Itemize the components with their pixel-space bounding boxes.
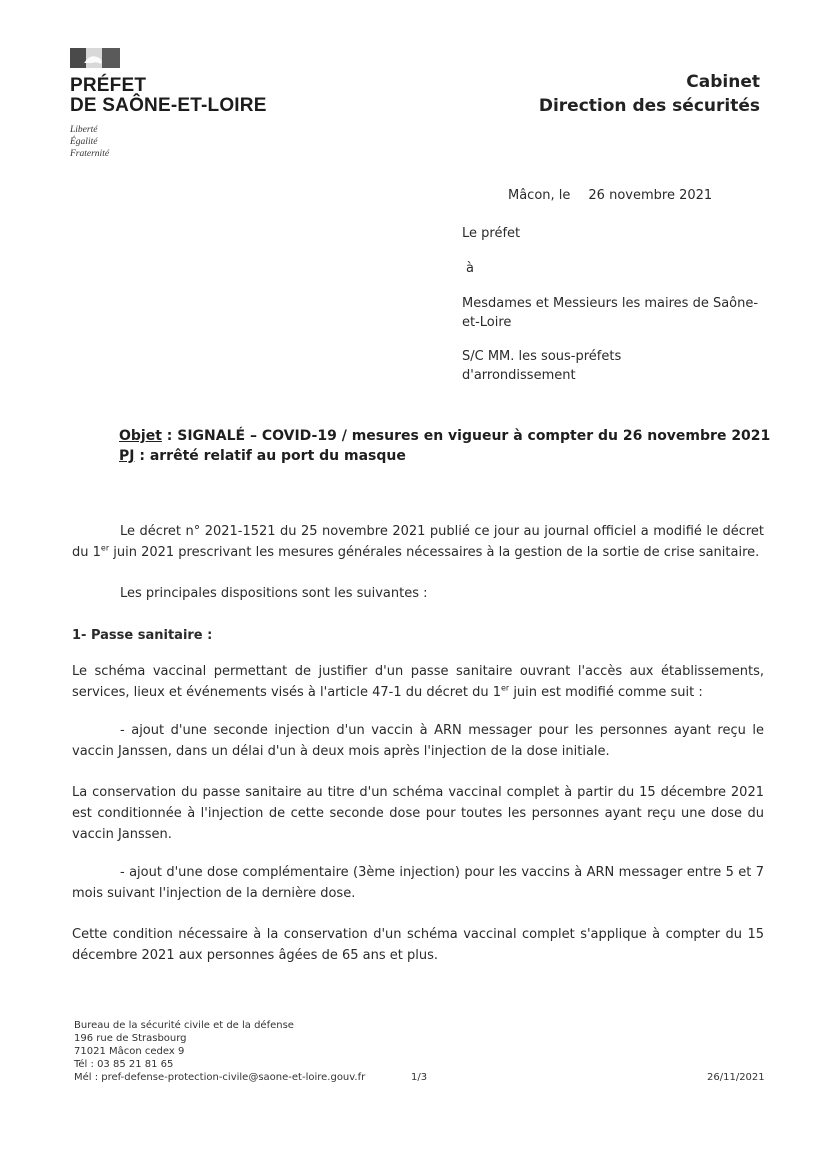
paragraph-decret-part-1: Le décret n° 2021-1521 du 25 novembre 2021 publié ce jour au journal officiel a modifié le décret du 1	[72, 524, 764, 560]
objet-block	[119, 426, 770, 466]
pj-line	[119, 446, 770, 466]
paragraph-schema-part-1: Le schéma vaccinal permettant de justifier d'un passe sanitaire ouvrant l'accès aux établissements, services, lieux et événements visés à l'article 47-1 du décret du 1	[72, 664, 764, 700]
paragraph-schema-sup: er	[500, 683, 510, 693]
date-value: 26 novembre 2021	[588, 188, 713, 203]
paragraph-condition-65-ans: Cette condition nécessaire à la conservation d'un schéma vaccinal complet s'applique à compter du 15 décembre 2021 aux personnes âgées de 65 ans et plus.	[72, 927, 764, 963]
page-number: 1/3	[411, 1072, 428, 1083]
objet-label: Objet	[119, 428, 162, 444]
devise-fraternite: Fraternité	[70, 149, 110, 159]
date-line	[508, 186, 712, 205]
cc-block	[462, 347, 621, 385]
service-line-direction: Direction des sécurités	[538, 96, 760, 116]
cc-line-1: S/C MM. les sous-préfets	[462, 349, 622, 364]
addressee-block	[462, 294, 758, 332]
footer-city: 71021 Mâcon cedex 9	[74, 1046, 185, 1057]
devise-egalite: Égalité	[70, 137, 98, 147]
objet-line	[119, 426, 770, 446]
paragraph-schema-vaccinal	[72, 661, 764, 703]
objet-text: : SIGNALÉ – COVID-19 / mesures en vigueur à compter du 26 novembre 2021	[161, 428, 771, 444]
footer-street: 196 rue de Strasbourg	[74, 1033, 187, 1044]
pj-text: : arrêté relatif au port du masque	[134, 448, 406, 464]
paragraph-janssen-injection: - ajout d'une seconde injection d'un vaccin à ARN messager pour les personnes ayant reçu le vaccin Janssen, dans un délai d'un à deux mois après l'injection de la dose initiale.	[72, 723, 764, 759]
devise-liberte: Liberté	[70, 125, 98, 135]
footer-bureau: Bureau de la sécurité civile et de la défense	[74, 1020, 294, 1031]
service-line-cabinet: Cabinet	[686, 72, 760, 92]
sender: Le préfet	[462, 226, 521, 241]
prefet-title-line-2: DE SAÔNE-ET-LOIRE	[70, 95, 267, 116]
paragraph-decret	[72, 521, 764, 563]
footer-phone: Tél : 03 85 21 81 65	[74, 1059, 174, 1070]
footer-email: Mél : pref-defense-protection-civile@saone-et-loire.gouv.fr	[74, 1072, 366, 1083]
prefet-title-line-1: PRÉFET	[70, 75, 147, 96]
addressee-line-1: Mesdames et Messieurs les maires de Saône-	[462, 296, 759, 311]
to-word: à	[466, 261, 474, 276]
paragraph-decret-part-2: juin 2021 prescrivant les mesures générales nécessaires à la gestion de la sortie de crise sanitaire.	[109, 545, 760, 560]
addressee-line-2: et-Loire	[462, 315, 512, 330]
marianne-flag-icon	[70, 48, 120, 68]
footer-address	[74, 1019, 365, 1084]
service-heading	[539, 70, 760, 118]
footer-date: 26/11/2021	[707, 1072, 765, 1083]
paragraph-dispositions: Les principales dispositions sont les suivantes :	[120, 586, 428, 601]
paragraph-dose-complementaire: - ajout d'une dose complémentaire (3ème injection) pour les vaccins à ARN messager entre 5 et 7 mois suivant l'injection de la dernière dose.	[72, 865, 764, 901]
prefecture-logo-block	[70, 48, 267, 160]
section-heading-passe-sanitaire: 1- Passe sanitaire :	[72, 628, 213, 643]
paragraph-conservation: La conservation du passe sanitaire au titre d'un schéma vaccinal complet à partir du 15 décembre 2021 est conditionnée à l'injection de cette seconde dose pour toutes les personnes ayant reçu une dose du vaccin Janssen.	[72, 785, 764, 842]
pj-label: PJ	[119, 448, 135, 464]
paragraph-schema-part-2: juin est modifié comme suit :	[509, 685, 703, 700]
cc-line-2: d'arrondissement	[462, 368, 576, 383]
date-place: Mâcon, le	[508, 188, 571, 203]
paragraph-decret-sup: er	[100, 543, 110, 553]
